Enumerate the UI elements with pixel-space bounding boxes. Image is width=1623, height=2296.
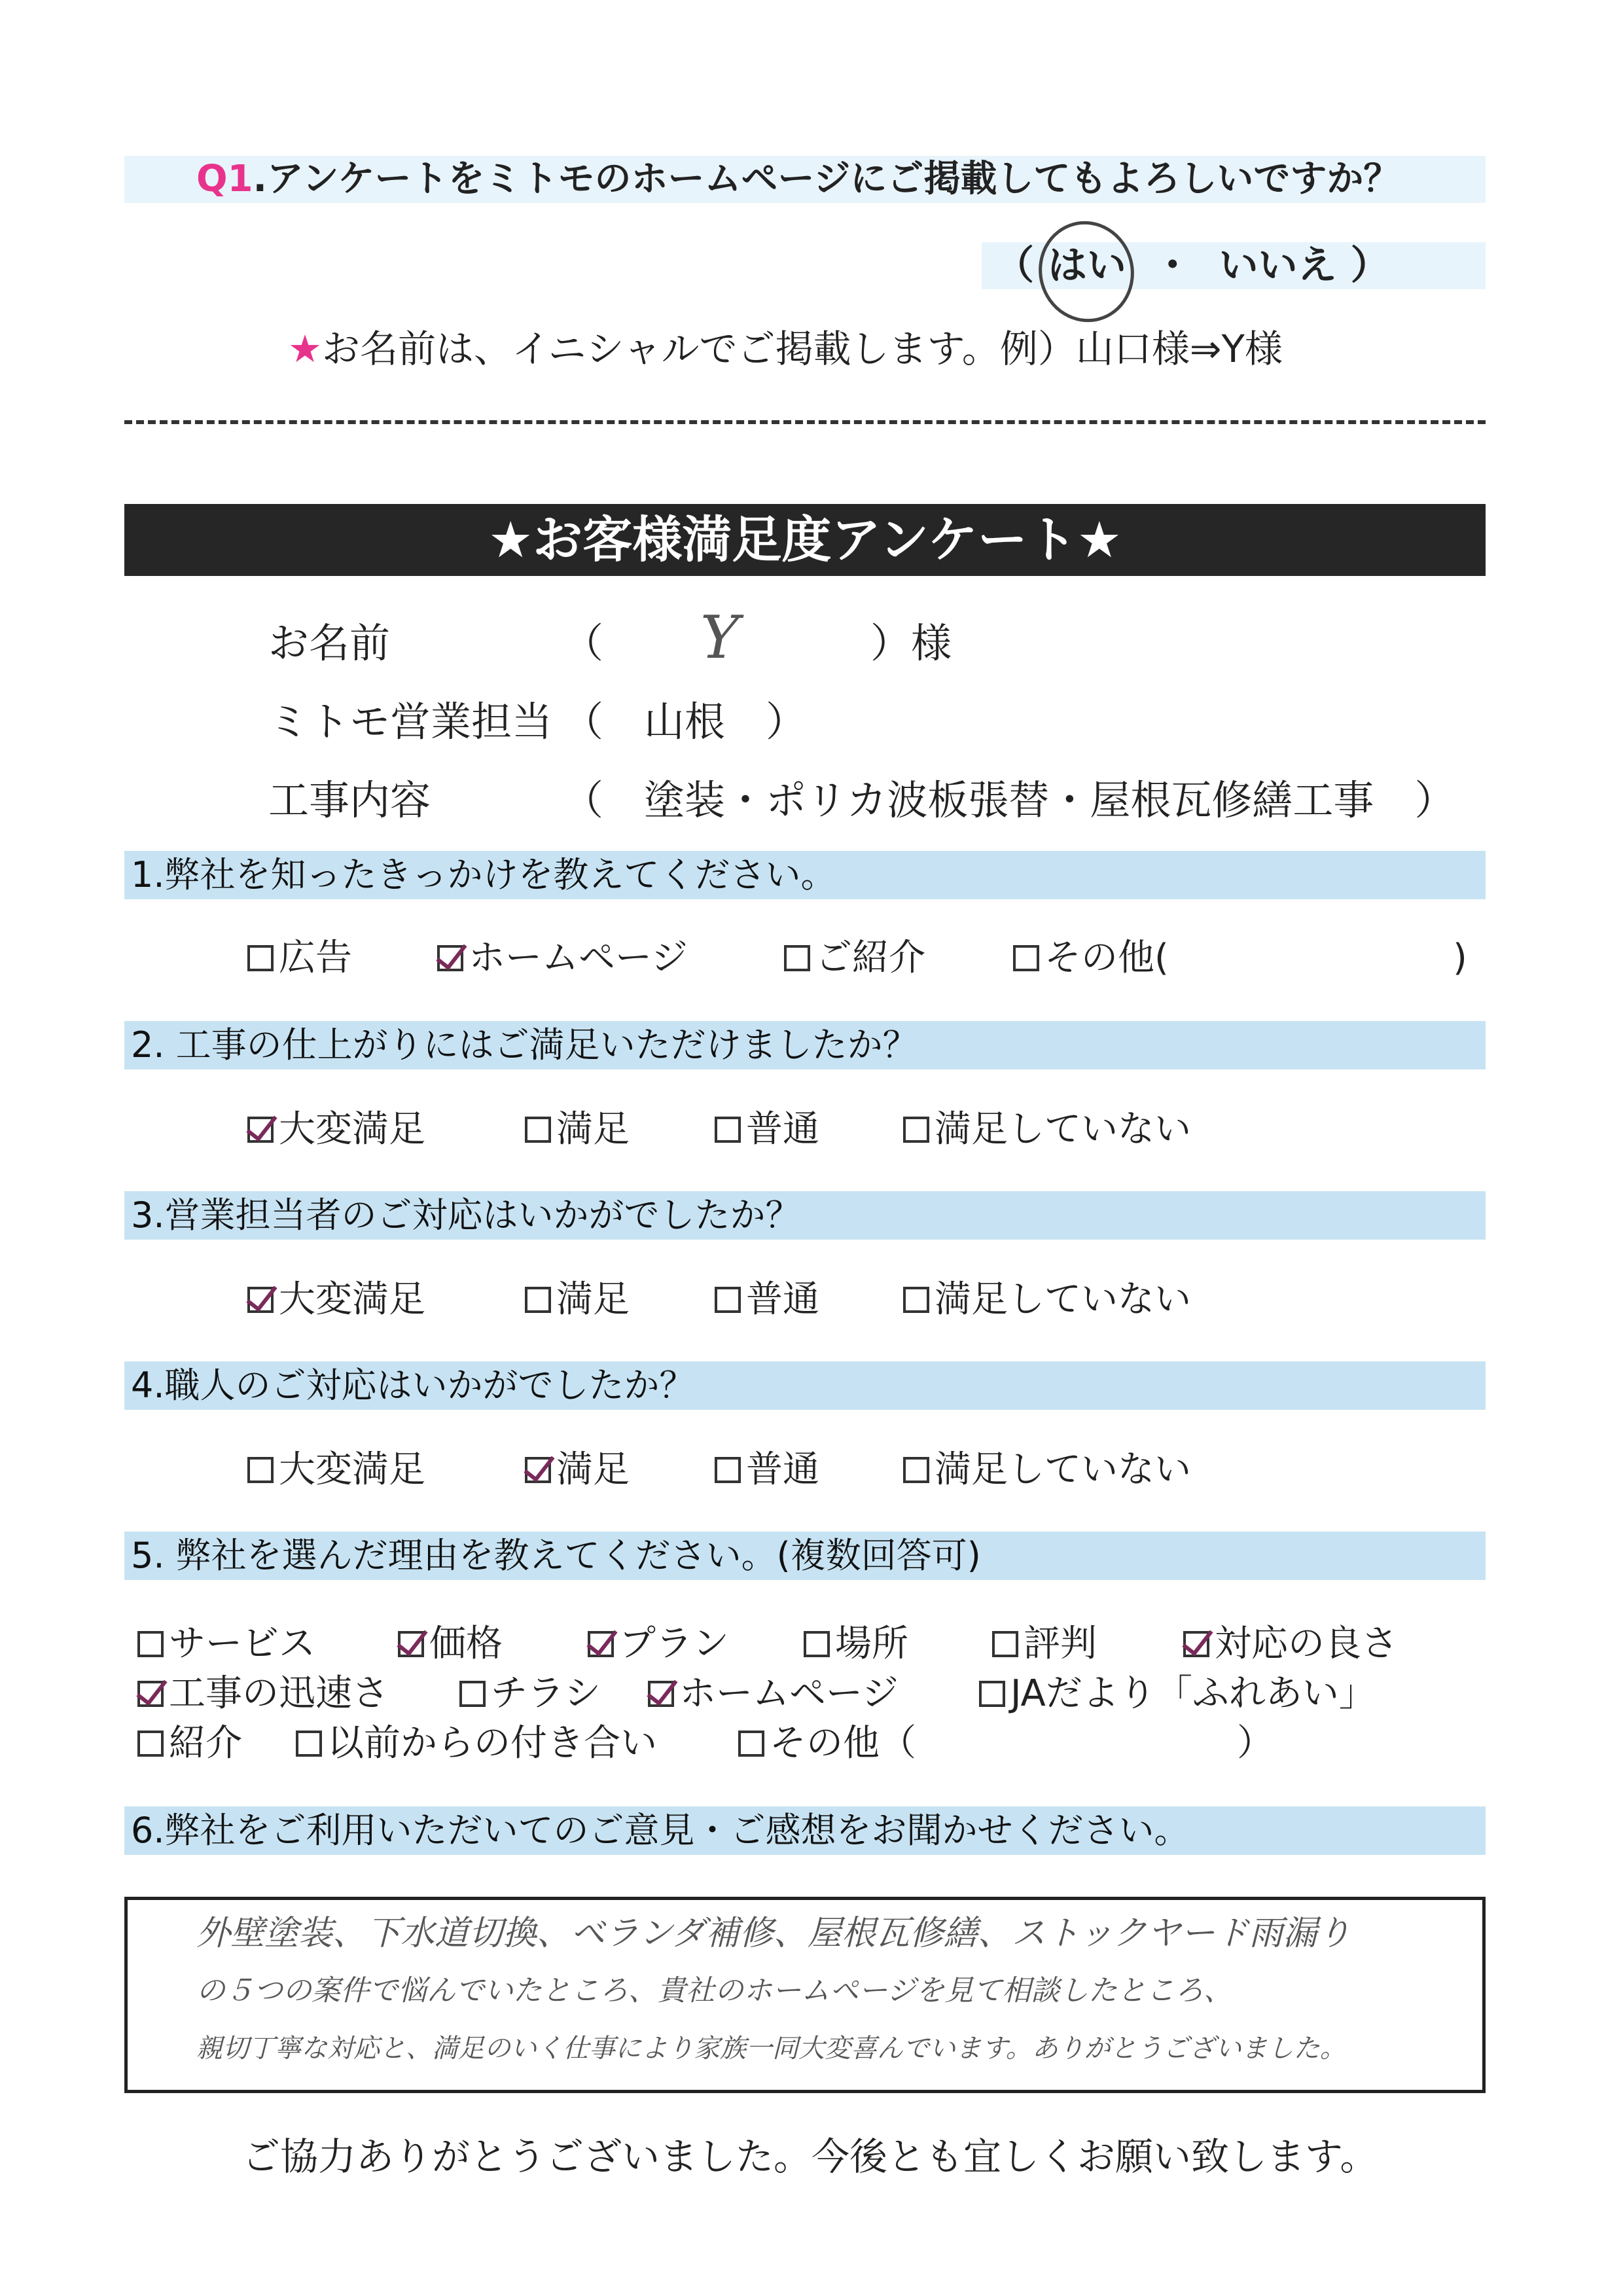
q5-option-referral-label: 紹介 bbox=[169, 1722, 242, 1765]
checkbox-q5-service[interactable] bbox=[137, 1631, 164, 1657]
checkbox-q5-referral[interactable] bbox=[137, 1731, 164, 1757]
checkbox-q5-relation[interactable] bbox=[296, 1731, 322, 1757]
q3-option-sat-label: 満足 bbox=[556, 1278, 630, 1321]
q1-question bbox=[196, 156, 1400, 203]
rep-value: （ 山根 ） bbox=[563, 698, 807, 745]
checkbox-q5-response[interactable] bbox=[1183, 1631, 1209, 1657]
q3-option-not-label: 満足していない bbox=[935, 1278, 1191, 1321]
checkbox-q4-very[interactable] bbox=[247, 1457, 274, 1483]
checkbox-q3-sat[interactable] bbox=[525, 1287, 551, 1313]
q5-option-homepage-label: ホームページ bbox=[679, 1672, 899, 1715]
q4-option-normal-label: 普通 bbox=[746, 1448, 819, 1491]
q5-option-ja-label: JAだより「ふれあい」 bbox=[1010, 1672, 1376, 1715]
q1-close-paren: ） bbox=[1350, 243, 1390, 289]
q5-option-other-label: その他（ bbox=[770, 1722, 916, 1765]
checkbox-q5-ja[interactable] bbox=[979, 1681, 1005, 1707]
q1-yes-circle-mark bbox=[1021, 216, 1152, 327]
checkbox-q2-sat[interactable] bbox=[525, 1117, 551, 1143]
q5-option-reputation-label: 評判 bbox=[1024, 1623, 1097, 1665]
name-label: お名前 bbox=[268, 619, 391, 667]
checkbox-ad[interactable] bbox=[247, 945, 274, 971]
footer-thanks: ご協力ありがとうございました。今後とも宜しくお願い致します。 bbox=[242, 2134, 1378, 2179]
q1-option-ad[interactable] bbox=[247, 937, 352, 979]
q2-option-very-label: 大変満足 bbox=[279, 1108, 425, 1151]
question-3: 3.営業担当者のご対応はいかがでしたか？ bbox=[131, 1194, 801, 1236]
question-6: 6.弊社をご利用いただいてのご意見・ご感想をお聞かせください。 bbox=[131, 1810, 1190, 1851]
q4-option-sat[interactable] bbox=[525, 1449, 630, 1491]
q3-option-normal[interactable] bbox=[715, 1279, 819, 1321]
q2-option-sat-label: 満足 bbox=[556, 1108, 630, 1151]
q5-option-relation-label: 以前からの付き合い bbox=[327, 1722, 657, 1765]
checkbox-q5-plan[interactable] bbox=[588, 1631, 614, 1657]
q5-option-location[interactable] bbox=[804, 1623, 908, 1665]
q5-option-relation[interactable] bbox=[296, 1723, 657, 1765]
q5-option-price-label: 価格 bbox=[429, 1623, 503, 1665]
checkbox-q3-normal[interactable] bbox=[715, 1287, 741, 1313]
q5-option-response[interactable] bbox=[1183, 1623, 1398, 1665]
q4-option-sat-label: 満足 bbox=[556, 1448, 630, 1491]
name-open-paren: （ bbox=[563, 619, 604, 667]
name-value: Y bbox=[700, 603, 740, 672]
checkbox-q5-speed[interactable] bbox=[137, 1681, 164, 1707]
q5-option-flyer[interactable] bbox=[459, 1673, 601, 1715]
q1-option-other-close: ) bbox=[1453, 937, 1467, 979]
q5-option-reputation[interactable] bbox=[992, 1623, 1097, 1665]
q4-option-not[interactable] bbox=[903, 1449, 1191, 1491]
q5-option-location-label: 場所 bbox=[835, 1623, 908, 1665]
comment-line-1: 外壁塗装、下水道切換、ベランダ補修、屋根瓦修繕、ストックヤード雨漏り bbox=[196, 1914, 1351, 1953]
q5-option-speed-label: 工事の迅速さ bbox=[169, 1672, 389, 1715]
q3-option-very-label: 大変満足 bbox=[279, 1278, 425, 1321]
checkbox-referral[interactable] bbox=[784, 945, 810, 971]
q1-option-homepage[interactable] bbox=[437, 937, 688, 979]
q4-option-very-label: 大変満足 bbox=[279, 1448, 425, 1491]
q5-option-plan[interactable] bbox=[588, 1623, 729, 1665]
q2-option-not[interactable] bbox=[903, 1109, 1191, 1151]
checkbox-other[interactable] bbox=[1013, 945, 1039, 971]
q3-option-not[interactable] bbox=[903, 1279, 1191, 1321]
checkbox-q2-very[interactable] bbox=[247, 1117, 274, 1143]
q5-option-flyer-label: チラシ bbox=[491, 1672, 601, 1715]
q1-option-other[interactable] bbox=[1013, 937, 1169, 979]
q5-option-service[interactable] bbox=[137, 1623, 315, 1665]
q2-option-normal[interactable] bbox=[715, 1109, 819, 1151]
q5-option-homepage[interactable] bbox=[648, 1673, 899, 1715]
q5-option-referral[interactable] bbox=[137, 1723, 242, 1765]
question-5: 5. 弊社を選んだ理由を教えてください。(複数回答可) bbox=[131, 1535, 981, 1576]
q2-option-not-label: 満足していない bbox=[935, 1108, 1191, 1151]
q1-yes-option[interactable]: はい bbox=[1047, 243, 1126, 289]
q4-option-not-label: 満足していない bbox=[935, 1448, 1191, 1491]
q1-note-star: ★ bbox=[288, 327, 322, 371]
q1-dot: ・ bbox=[1152, 243, 1192, 289]
checkbox-homepage[interactable] bbox=[437, 945, 463, 971]
checkbox-q5-reputation[interactable] bbox=[992, 1631, 1018, 1657]
q1-note-text: お名前は、イニシャルでご掲載します。例）山口様⇒Y様 bbox=[322, 327, 1283, 371]
q2-option-normal-label: 普通 bbox=[746, 1108, 819, 1151]
checkbox-q4-sat[interactable] bbox=[525, 1457, 551, 1483]
q5-option-price[interactable] bbox=[398, 1623, 503, 1665]
survey-title: ★お客様満足度アンケート★ bbox=[488, 511, 1122, 569]
checkbox-q4-not[interactable] bbox=[903, 1457, 929, 1483]
comment-line-3: 親切丁寧な対応と、満足のいく仕事により家族一同大変喜んでいます。ありがとうございました。 bbox=[196, 2034, 1346, 2064]
q1-option-homepage-label: ホームページ bbox=[469, 937, 688, 979]
q5-option-response-label: 対応の良さ bbox=[1215, 1623, 1398, 1665]
q1-label: Q1 bbox=[196, 158, 253, 200]
checkbox-q2-not[interactable] bbox=[903, 1117, 929, 1143]
name-close-paren: ）様 bbox=[870, 619, 952, 667]
question-1: 1.弊社を知ったきっかけを教えてください。 bbox=[131, 854, 836, 895]
checkbox-q2-normal[interactable] bbox=[715, 1117, 741, 1143]
q5-option-other[interactable] bbox=[738, 1723, 916, 1765]
q1-option-other-label: その他( bbox=[1044, 937, 1169, 979]
q1-option-referral-label: ご紹介 bbox=[815, 937, 925, 979]
q4-option-very[interactable] bbox=[247, 1449, 425, 1491]
q5-option-other-close: ） bbox=[1237, 1722, 1274, 1765]
checkbox-q5-other[interactable] bbox=[738, 1731, 764, 1757]
checkbox-q3-very[interactable] bbox=[247, 1287, 274, 1313]
checkbox-q5-homepage[interactable] bbox=[648, 1681, 674, 1707]
q1-no-option[interactable]: いいえ bbox=[1219, 243, 1337, 289]
q1-option-referral[interactable] bbox=[784, 937, 925, 979]
q5-option-service-label: サービス bbox=[169, 1623, 315, 1665]
survey-header bbox=[124, 504, 1486, 576]
checkbox-q5-price[interactable] bbox=[398, 1631, 424, 1657]
q4-option-normal[interactable] bbox=[715, 1449, 819, 1491]
q5-option-ja[interactable] bbox=[979, 1673, 1376, 1715]
q2-option-sat[interactable] bbox=[525, 1109, 630, 1151]
checkbox-q5-location[interactable] bbox=[804, 1631, 830, 1657]
dashed-divider bbox=[124, 420, 1486, 424]
work-value: （ 塗装・ポリカ波板張替・屋根瓦修繕工事 ） bbox=[563, 776, 1455, 824]
q2-option-very[interactable] bbox=[247, 1109, 425, 1151]
q3-option-normal-label: 普通 bbox=[746, 1278, 819, 1321]
q5-option-plan-label: プラン bbox=[619, 1623, 729, 1665]
q1-question-text: .アンケートをミトモのホームページにご掲載してもよろしいですか？ bbox=[253, 158, 1400, 200]
q1-option-ad-label: 広告 bbox=[279, 937, 352, 979]
question-2: 2. 工事の仕上がりにはご満足いただけましたか？ bbox=[131, 1024, 918, 1066]
q3-option-very[interactable] bbox=[247, 1279, 425, 1321]
question-4: 4.職人のご対応はいかがでしたか？ bbox=[131, 1365, 695, 1406]
work-label: 工事内容 bbox=[268, 776, 431, 824]
q1-open-paren: （ bbox=[995, 243, 1034, 289]
checkbox-q3-not[interactable] bbox=[903, 1287, 929, 1313]
checkbox-q5-flyer[interactable] bbox=[459, 1681, 486, 1707]
q3-option-sat[interactable] bbox=[525, 1279, 630, 1321]
q1-note bbox=[288, 326, 1283, 372]
comment-line-2: の５つの案件で悩んでいたところ、貴社のホームページを見て相談したところ、 bbox=[196, 1974, 1233, 2007]
rep-label: ミトモ営業担当 bbox=[268, 698, 553, 745]
checkbox-q4-normal[interactable] bbox=[715, 1457, 741, 1483]
q5-option-speed[interactable] bbox=[137, 1673, 389, 1715]
